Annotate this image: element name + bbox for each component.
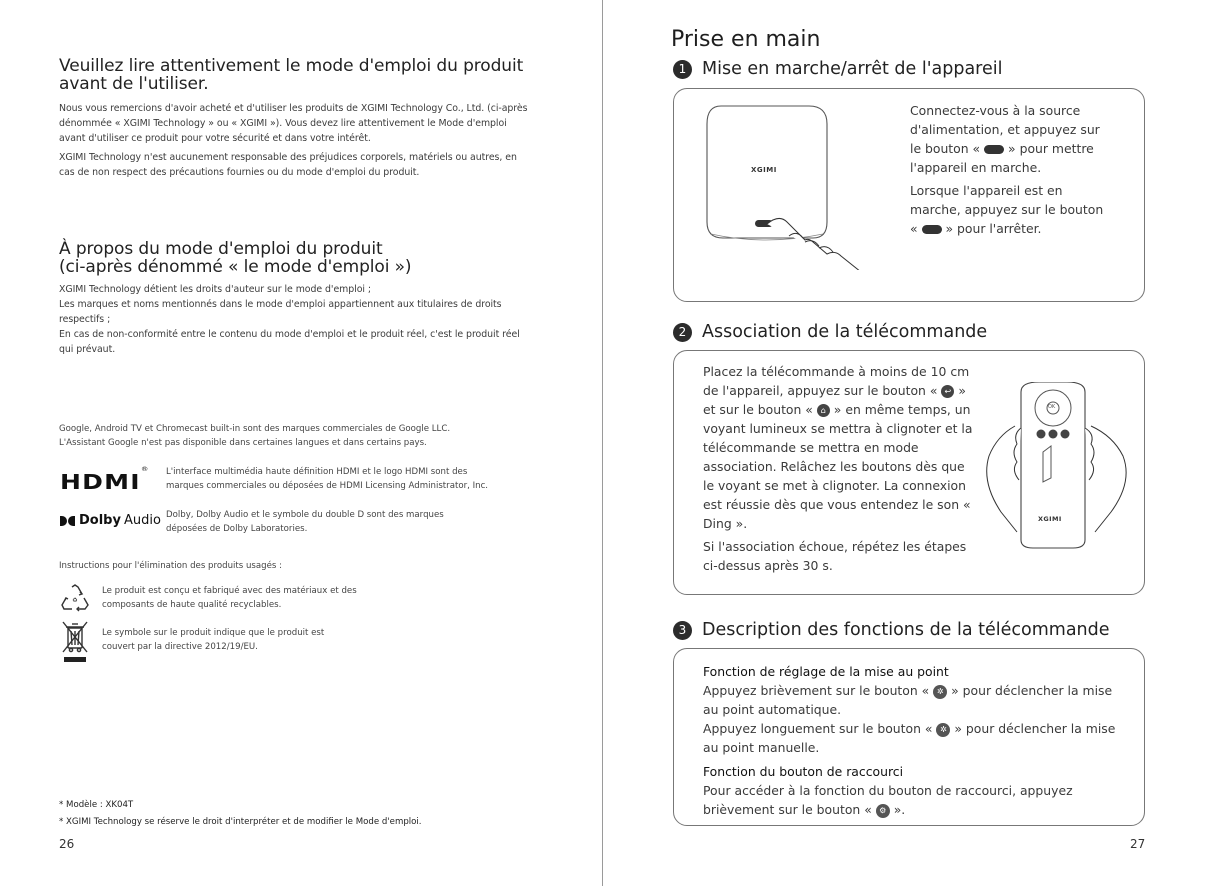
google-line-2: L'Assistant Google n'est pas disponible dans certaines langues et dans certains pays.	[59, 438, 427, 448]
hdmi-registered-mark: ®	[140, 466, 150, 474]
disposal-title: Instructions pour l'élimination des produits usagés :	[59, 561, 283, 571]
hdmi-text: L'interface multimédia haute définition HDMI et le logo HDMI sont des marques commerciales ou déposées de HDMI Licensing Administrator, Inc.	[166, 467, 489, 491]
page-number-right: 27	[1130, 837, 1146, 851]
warning-title	[59, 57, 539, 93]
power-on-line-3: »	[1008, 141, 1016, 156]
warning-title-line1: Veuillez lire attentivement le mode d'emploi du produit	[59, 56, 524, 76]
about-line-2: Les marques et noms mentionnés dans le mode d'emploi appartiennent aux titulaires de droits respectifs ;	[59, 299, 502, 325]
section-3-title	[673, 620, 1110, 640]
intro-paragraph-2: XGIMI Technology n'est aucunement responsable des préjudices corporels, matériels ou autres, en cas de non respect des précautions fournies ou du mode d'emploi du produit.	[59, 152, 517, 178]
pairing-text-1: Placez la télécommande à moins de 10 cm de l'appareil, appuyez sur le bouton «	[703, 364, 970, 398]
dolby-text: Dolby, Dolby Audio et le symbole du double D sont des marques déposées de Dolby Laboratories.	[166, 510, 444, 534]
rights-notice: * XGIMI Technology se réserve le droit d'interpréter et de modifier le Mode d'emploi.	[59, 817, 422, 827]
remote-brand-label: XGIMI	[1038, 515, 1062, 523]
focus-button-icon: ✲	[933, 685, 947, 699]
model-number: * Modèle : XK04T	[59, 800, 134, 810]
hdmi-logo-text: HDMI	[60, 470, 141, 494]
google-notice	[59, 422, 529, 450]
dolby-logo-bold: Dolby	[79, 513, 121, 528]
section-2-number: 2	[673, 323, 692, 342]
focus-short-press-1: Appuyez brièvement sur le bouton «	[703, 683, 930, 698]
focus-button-icon: ✲	[936, 723, 950, 737]
remote-ok-label: OK	[1048, 404, 1056, 410]
recycle-text: Le produit est conçu et fabriqué avec des matériaux et des composants de haute qualité recyclables.	[102, 586, 357, 610]
section-2-title	[673, 322, 987, 342]
focus-function-heading: Fonction de réglage de la mise au point	[703, 664, 949, 679]
about-line-1: XGIMI Technology détient les droits d'auteur sur le mode d'emploi ;	[59, 284, 371, 295]
power-button-icon	[984, 145, 1004, 154]
focus-long-press-1: Appuyez longuement sur le bouton «	[703, 721, 933, 736]
section-1-title-text: Mise en marche/arrêt de l'appareil	[702, 59, 1003, 79]
section-3-title-text: Description des fonctions de la télécommande	[702, 620, 1110, 640]
power-off-line-3: » pour l'arrêter.	[945, 221, 1042, 236]
section-3-number: 3	[673, 621, 692, 640]
section-2-title-text: Association de la télécommande	[702, 322, 988, 342]
getting-started-title: Prise en main	[671, 27, 821, 52]
shortcut-function-heading: Fonction du bouton de raccourci	[703, 764, 904, 779]
section-1-text	[910, 101, 1110, 242]
intro-paragraph-1: Nous vous remercions d'avoir acheté et d'utiliser les produits de XGIMI Technology Co., Ltd. (ci-après dénommée « XGIMI Technology » ou « XGIMI »). Vous devez lire attentivement le Mode d'emploi avant d'utiliser ce produit pour votre sécurité et dans votre intérêt.	[59, 103, 528, 144]
right-page	[603, 0, 1205, 886]
warning-title-line2: avant de l'utiliser.	[59, 74, 209, 94]
shortcut-text-1: Pour accéder à la fonction du bouton de raccourci, appuyez brièvement sur le bouton «	[703, 783, 1073, 817]
about-title	[59, 240, 539, 276]
power-on-line-2: et appuyez sur le bouton «	[910, 122, 1100, 156]
shortcut-button-icon: ⚙	[876, 804, 890, 818]
power-off-line-2: le bouton «	[910, 202, 1104, 236]
power-button-icon	[922, 225, 942, 234]
google-line-1: Google, Android TV et Chromecast built-in sont des marques commerciales de Google LLC.	[59, 424, 451, 434]
section-1-number: 1	[673, 60, 692, 79]
home-button-icon: ⌂	[817, 404, 830, 417]
about-title-line2: (ci-après dénommé « le mode d'emploi »)	[59, 257, 412, 277]
back-button-icon: ↩	[941, 385, 954, 398]
section-3-text	[703, 662, 1123, 819]
shortcut-text-2: ».	[893, 802, 906, 817]
focus-short-press-2: » pour déclencher la mise au point automatique.	[703, 683, 1113, 717]
intro-text	[59, 101, 529, 180]
projector-illustration	[701, 100, 901, 274]
about-line-3: En cas de non-conformité entre le contenu du mode d'emploi et le produit réel, c'est le produit réel qui prévaut.	[59, 329, 520, 355]
page-number-left: 26	[59, 837, 75, 851]
svg-text:♻: ♻	[72, 597, 78, 604]
projector-brand-label: XGIMI	[751, 166, 777, 174]
about-text	[59, 282, 529, 357]
power-on-line-1: Connectez-vous à la source d'alimentation,	[910, 103, 1081, 137]
pairing-retry-text: Si l'association échoue, répétez les étapes ci-dessus après 30 s.	[703, 539, 967, 573]
remote-illustration	[977, 382, 1139, 556]
dolby-logo-rest: Audio	[123, 513, 161, 528]
pairing-text-3: » en même temps, un voyant lumineux se mettra à clignoter et la télécommande se mettra en mode association. Relâchez les boutons dès que le voyant se met à clignoter. La connexion est réussie dès que vous entendez le son « Ding ».	[703, 402, 973, 531]
power-on-line-4: pour mettre l'appareil en marche.	[910, 141, 1094, 175]
focus-long-press-2: » pour déclencher la mise au point manuelle.	[703, 721, 1116, 755]
about-title-line1: À propos du mode d'emploi du produit	[59, 239, 383, 259]
pairing-text-2: » et sur le bouton «	[703, 383, 966, 417]
weee-bin-icon	[61, 620, 89, 668]
left-page	[0, 0, 602, 886]
recycle-icon	[59, 584, 91, 616]
section-2-text	[703, 362, 978, 579]
dolby-logo	[60, 513, 161, 528]
dolby-double-d-icon	[60, 516, 75, 526]
hdmi-logo	[60, 466, 150, 494]
power-off-line-1: Lorsque l'appareil est en marche, appuyez sur	[910, 183, 1063, 217]
section-1-title	[673, 59, 1002, 79]
weee-text: Le symbole sur le produit indique que le produit est couvert par la directive 2012/19/EU.	[102, 628, 325, 652]
